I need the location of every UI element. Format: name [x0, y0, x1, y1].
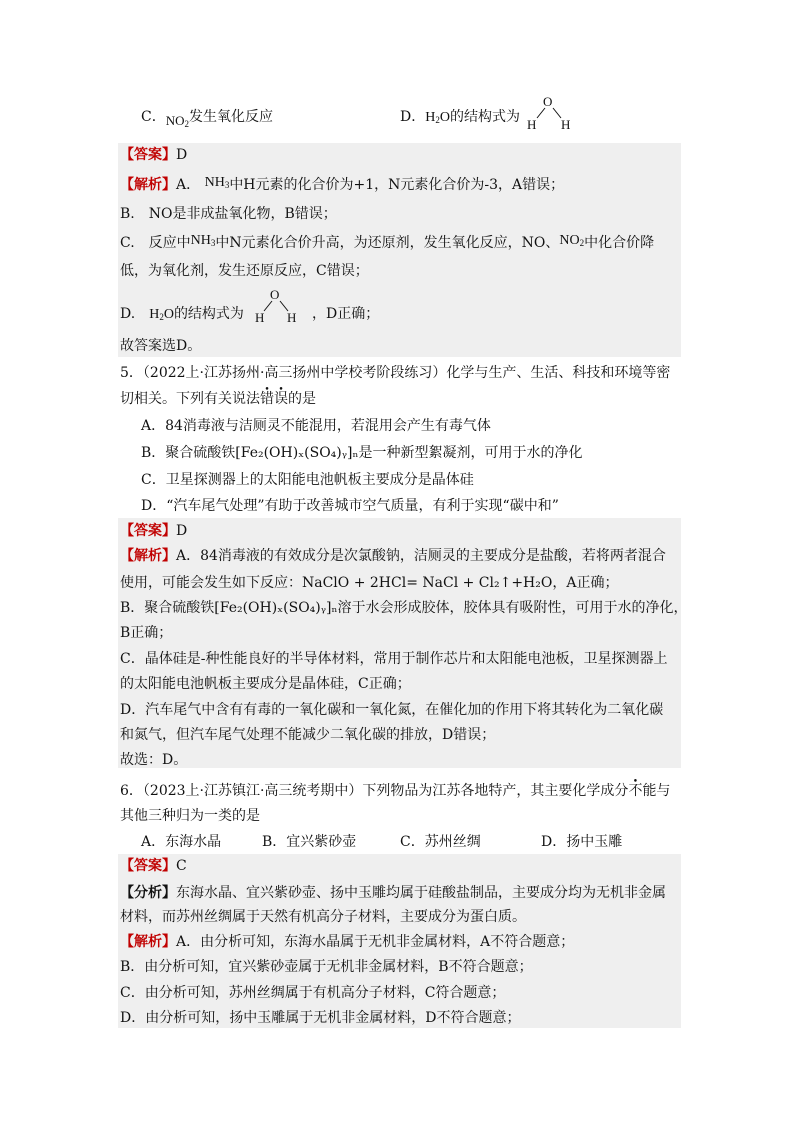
q5-analysis-d-cont: 和氮气，但汽车尾气处理不能减少二氧化碳的排放，D错误； — [120, 727, 496, 743]
q6-option-b: B．宜兴紫砂壶 — [262, 834, 357, 850]
q6-option-a: A．东海水晶 — [141, 834, 222, 850]
q6-option-c: C．苏州丝绸 — [400, 834, 481, 850]
q4-analysis-c-cont: 低，为氧化剂，发生还原反应，C错误； — [120, 263, 369, 279]
q6-fenxi: 【分析】东海水晶、宜兴紫砂壶、扬中玉雕均属于硅酸盐制品，主要成分均为无机非金属 — [120, 885, 666, 901]
q5-option-d: D．“汽车尾气处理”有助于改善城市空气质量，有利于实现“碳中和” — [141, 498, 559, 514]
q5-option-b: B．聚合硫酸铁[Fe₂(OH)ₓ(SO₄)ᵧ]ₙ是一种新型絮凝剂，可用于水的净化 — [141, 445, 583, 461]
q5-stem-line2: 切相关。下列有关说法错误的是 — [120, 391, 316, 407]
hydrogen-atom: H — [255, 310, 265, 325]
oxygen-atom: O — [270, 287, 280, 302]
q5-analysis-b: B．聚合硫酸铁[Fe₂(OH)ₓ(SO₄)ᵧ]ₙ溶于水会形成胶体，胶体具有吸附性，可用于水的净化， — [120, 600, 688, 616]
hydrogen-atom: H — [287, 310, 297, 325]
q5-analysis-c-cont: 的太阳能电池帆板主要成分是晶体硅，C正确； — [120, 676, 411, 692]
q5-analysis-b-cont: B正确； — [120, 625, 173, 641]
q5-analysis-c: C．晶体硅是-种性能良好的半导体材料，常用于制作芯片和太阳能电池板，卫星探测器上 — [120, 651, 668, 667]
q6-stem-line1: 6．（2023上·江苏镇江·高三统考期中）下列物品为江苏各地特产，其主要化学成分不能与 — [120, 783, 671, 799]
q6-fenxi-cont: 材料，而苏州丝绸属于天然有机高分子材料，主要成分为蛋白质。 — [120, 909, 526, 925]
q5-analysis-a: 【解析】A．84消毒液的有效成分是次氯酸钠，洁厕灵的主要成分是盐酸，若将两者混合 — [120, 548, 666, 564]
q5-stem-line1: 5．（2022上·江苏扬州·高三扬州中学校考阶段练习）化学与生产、生活、科技和环境等密 — [120, 365, 671, 381]
water-structure-diagram — [525, 94, 573, 134]
q5-option-a: A．84消毒液与洁厕灵不能混用，若混用会产生有毒气体 — [141, 418, 491, 434]
q4-option-c: C．$NO_2$发生氧化反应 — [141, 109, 273, 129]
q5-analysis-a-cont: 使用，可能会发生如下反应：NaClO + 2HCl= NaCl + Cl₂↑+H₂O，A正确； — [120, 575, 619, 591]
q6-analysis-d: D．由分析可知，扬中玉雕属于无机非金属材料，D不符合题意； — [120, 1010, 521, 1026]
q4-analysis-a: 【解析】A． $NH_3$中H元素的化合价为+1，N元素化合价为-3，A错误； — [120, 175, 565, 193]
q6-answer: 【答案】C — [120, 858, 187, 874]
q4-analysis-d: D. $H_2O$的结构式为 — [120, 306, 244, 322]
q6-analysis-b: B．由分析可知，宜兴紫砂壶属于无机非金属材料，B不符合题意； — [120, 959, 533, 975]
q4-answer: 【答案】D — [120, 147, 188, 163]
q6-stem-line2: 其他三种归为一类的是 — [120, 808, 260, 824]
oxygen-atom: O — [543, 94, 553, 109]
q6-analysis-a: 【解析】A．由分析可知，东海水晶属于无机非金属材料，A不符合题意； — [120, 934, 575, 950]
hydrogen-atom: H — [527, 117, 537, 132]
q4-option-d: D．$H_2O$的结构式为 — [400, 109, 520, 125]
q4-analysis-d-end: ，D正确； — [312, 306, 380, 322]
q5-option-c: C．卫星探测器上的太阳能电池帆板主要成分是晶体硅 — [141, 472, 474, 488]
hydrogen-atom: H — [561, 117, 571, 132]
water-structure-diagram-2 — [253, 288, 299, 326]
q5-answer: 【答案】D — [120, 523, 188, 539]
q4-conclusion: 故答案选D。 — [120, 338, 202, 354]
q6-option-d: D．扬中玉雕 — [541, 834, 623, 850]
q4-analysis-c: C. 反应中$NH_3$中N元素化合价升高，为还原剂，发生氧化反应，NO、$NO_2$中化合价降 — [120, 233, 655, 251]
q5-analysis-d: D．汽车尾气中含有有毒的一氧化碳和一氧化氮，在催化加的作用下将其转化为二氧化碳 — [120, 702, 664, 718]
q5-conclusion: 故选：D。 — [120, 752, 188, 768]
q4-analysis-b: B. NO是非成盐氧化物，B错误； — [120, 206, 337, 222]
q6-analysis-c: C．由分析可知，苏州丝绸属于有机高分子材料，C符合题意； — [120, 985, 506, 1001]
